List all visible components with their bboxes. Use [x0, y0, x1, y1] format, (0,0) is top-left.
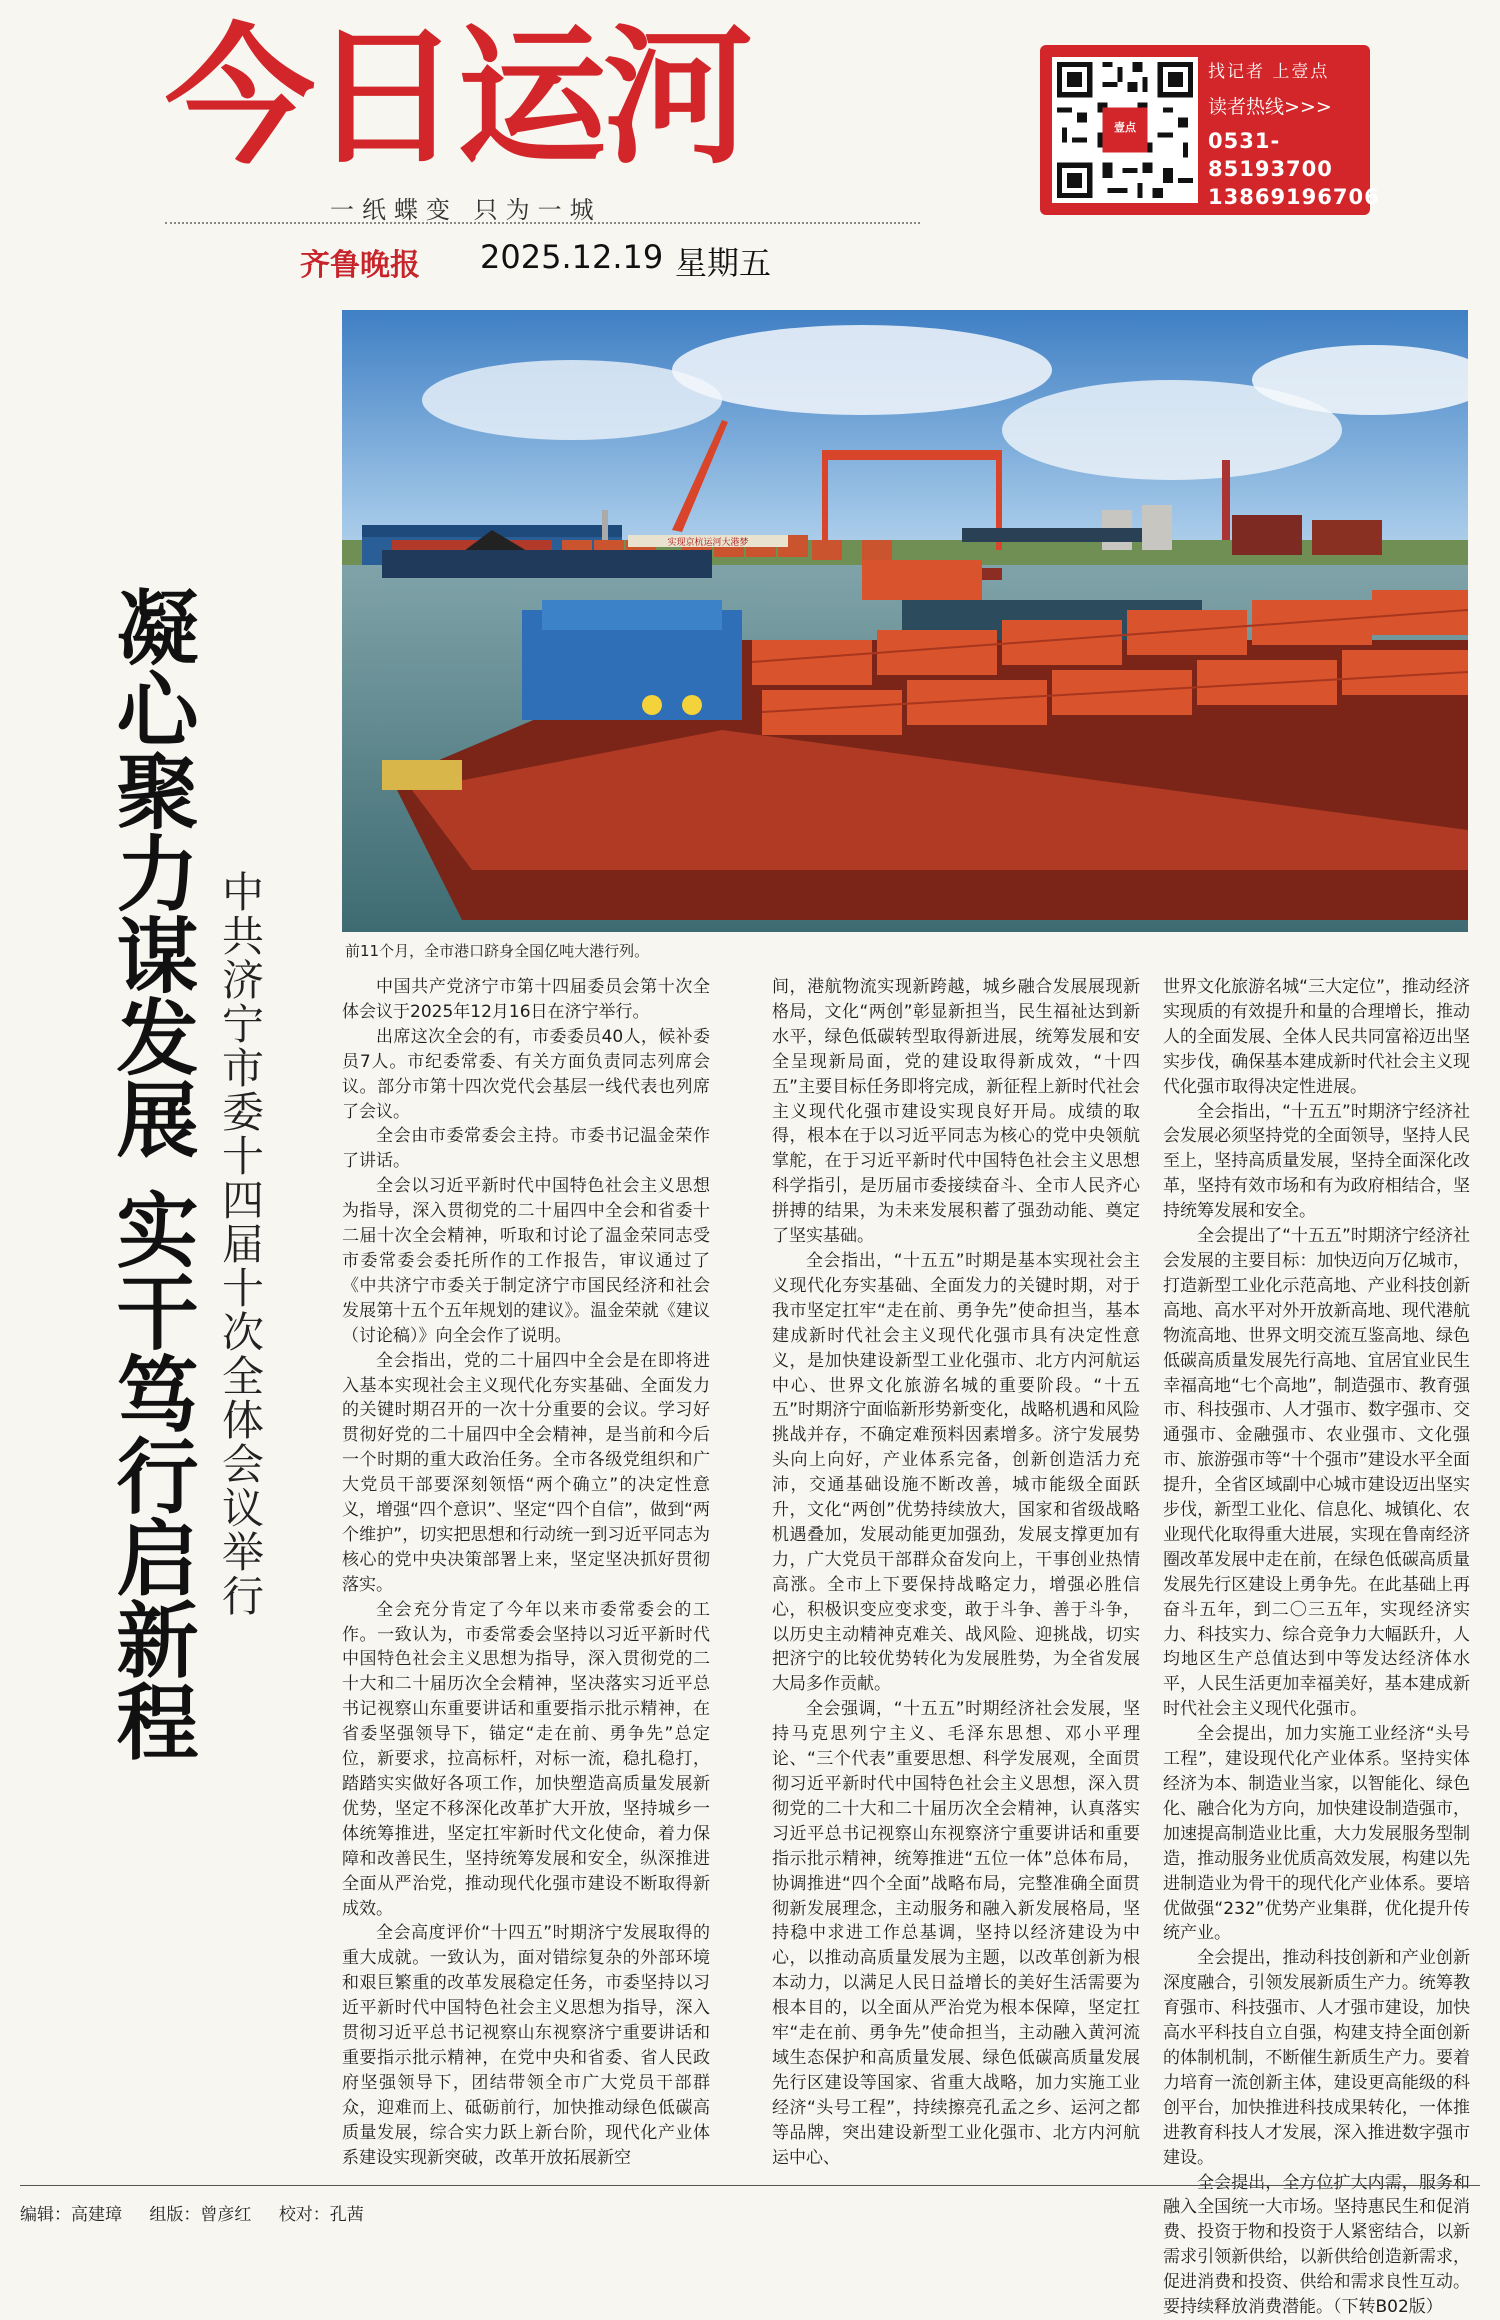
paragraph: 全会提出，加力实施工业经济“头号工程”，建设现代化产业体系。坚持实体经济为本、制造业当家，以智能化、绿色化、融合化为方向，加快建设制造强市，加速提高制造业比重，大力发展服务型制造，推动服务业优质高效发展，构建以先进制造业为骨干的现代化产业体系。要培优做强“232”优势产业集群，优化提升传统产业。	[1163, 1724, 1470, 1944]
credits-footer	[20, 2200, 386, 2225]
headline: 凝心聚力谋发展 实干笃行启新程	[103, 585, 199, 1762]
paragraph: 全会指出，“十五五”时期济宁经济社会发展必须坚持党的全面领导，坚持人民至上，坚持高质量发展，坚持全面深化改革，坚持有效市场和有为政府相结合，坚持统筹发展和安全。	[1163, 1101, 1470, 1222]
paragraph: 全会高度评价“十四五”时期济宁发展取得的重大成就。一致认为，面对错综复杂的外部环境和艰巨繁重的改革发展稳定任务，市委坚持以习近平新时代中国特色社会主义思想为指导，深入贯彻习近平总书记视察山东视察济宁重要讲话和重要指示批示精神，在党中央和省委、省人民政府坚强领导下，团结带领全市广大党员干部群众，迎难而上、砥砺前行，加快推动绿色低碳高质量发展，综合实力跃上新台阶，现代化产业体系建设实现新突破，改革开放拓展新空	[342, 1923, 710, 2168]
paragraph: 全会指出，党的二十届四中全会是在即将进入基本实现社会主义现代化夯实基础、全面发力的关键时期召开的一次十分重要的会议。学习好贯彻好党的二十届四中全会精神，是当前和今后一个时期的重大政治任务。全市各级党组织和广大党员干部要深刻领悟“两个确立”的决定性意义，增强“四个意识”、坚定“四个自信”，做到“两个维护”，切实把思想和行动统一到习近平同志为核心的党中央决策部署上来，坚定坚决抓好贯彻落实。	[342, 1350, 710, 1595]
paragraph: 全会充分肯定了今年以来市委常委会的工作。一致认为，市委常委会坚持以习近平新时代中国特色社会主义思想为指导，深入贯彻党的二十大和二十届历次全会精神，坚决落实习近平总书记视察山东重要讲话和重要指示批示精神，在省委坚强领导下，锚定“走在前、勇争先”总定位，新要求，拉高标杆，对标一流，稳扎稳打，踏踏实实做好各项工作，加快塑造高质量发展新优势，坚定不移深化改革扩大开放，坚持城乡一体统筹推进，坚定扛牢新时代文化使命，着力保障和改善民生，坚持统筹发展和安全，纵深推进全面从严治党，推动现代化强市建设不断取得新成效。	[342, 1599, 710, 1919]
qr-badge-label: 壹点	[1114, 121, 1136, 134]
weekday: 星期五	[675, 244, 772, 282]
slogan: 一纸蝶变 只为一城	[330, 196, 602, 224]
photo-caption: 前11个月，全市港口跻身全国亿吨大港行列。	[345, 942, 650, 960]
paper-brand-logo: 齐鲁晚报	[300, 248, 420, 283]
masthead-divider	[165, 222, 920, 224]
port-sign-text: 实现京杭运河大港梦	[667, 538, 749, 548]
paragraph: 全会强调，“十五五”时期经济社会发展，坚持马克思列宁主义、毛泽东思想、邓小平理论、“三个代表”重要思想、科学发展观，全面贯彻习近平新时代中国特色社会主义思想，深入贯彻党的二十大和二十届历次全会精神，认真落实习近平总书记视察山东视察济宁重要讲话和重要指示批示精神，统筹推进“五位一体”总体布局，协调推进“四个全面”战略布局，完整准确全面贯彻新发展理念，主动服务和融入新发展格局，坚持稳中求进工作总基调，坚持以经济建设为中心，以推动高质量发展为主题，以改革创新为根本动力，以满足人民日益增长的美好生活需要为根本目的，以全面从严治党为根本保障，坚定扛牢“走在前、勇争先”使命担当，主动融入黄河流域生态保护和高质量发展、绿色低碳高质量发展先行区建设等国家、省重大战略，加力实施工业经济“头号工程”，持续擦亮孔孟之乡、运河之都等品牌，突出建设新型工业化强市、北方内河航运中心、	[772, 1699, 1140, 2168]
proof-credit: 校对：孔茜	[278, 2205, 364, 2225]
paragraph: 出席这次全会的有，市委委员40人，候补委员7人。市纪委常委、有关方面负责同志列席会议。部分市第十四次党代会基层一线代表也列席了会议。	[342, 1026, 710, 1122]
article-column-2	[772, 975, 1140, 2171]
paragraph: 全会以习近平新时代中国特色社会主义思想为指导，深入贯彻党的二十届四中全会和省委十二届十次全会精神，听取和讨论了温金荣同志受市委常委会委托所作的工作报告，审议通过了《中共济宁市委关于制定济宁市国民经济和社会发展第十五个五年规划的建议》。温金荣就《建议（讨论稿）》向全会作了说明。	[342, 1176, 710, 1346]
layout-credit: 组版：曾彦红	[149, 2205, 252, 2225]
contact-text	[1208, 57, 1380, 211]
continued-link[interactable]: （下转B02版）	[1333, 2297, 1443, 2318]
contact-slogan: 找记者 上壹点	[1208, 62, 1330, 82]
paragraph: 全会提出了“十五五”时期济宁经济社会发展的主要目标：加快迈向万亿城市，打造新型工业化示范高地、产业科技创新高地、高水平对外开放新高地、现代港航物流高地、世界文明交流互鉴高地、绿色低碳高质量发展先行高地、宜居宜业民生幸福高地“七个高地”，制造强市、教育强市、科技强市、人才强市、数字强市、交通强市、金融强市、农业强市、文化强市、旅游强市等“十个强市”建设水平全面提升，全省区域副中心城市建设迈出坚实步伐，新型工业化、信息化、城镇化、农业现代化取得重大进展，实现在鲁南经济圈改革发展中走在前，在绿色低碳高质量发展先行区建设上勇争先。在此基础上再奋斗五年，到二〇三五年，实现经济实力、科技实力、综合竞争力大幅跃升，人均地区生产总值达到中等发达经济体水平，人民生活更加幸福美好，基本建成新时代社会主义现代化强市。	[1163, 1226, 1470, 1720]
editor-credit: 编辑：高建璋	[20, 2205, 122, 2225]
paragraph: 间，港航物流实现新跨越，城乡融合发展展现新格局，文化“两创”彰显新担当，民生福祉达到新水平，绿色低碳转型取得新进展，统筹发展和安全呈现新局面，党的建设取得新成效，“十四五”主要目标任务即将完成，新征程上新时代社会主义现代化强市建设实现良好开局。成绩的取得，根本在于以习近平同志为核心的党中央领航掌舵，在于习近平新时代中国特色社会主义思想科学指引，是历届市委接续奋斗、全市人民齐心拼搏的结果，为未来发展积蓄了强劲动能、奠定了坚实基础。	[772, 977, 1140, 1247]
article-column-1	[342, 975, 710, 2171]
paragraph-text: 全会提出，全方位扩大内需，服务和融入全国统一大市场。坚持惠民生和促消费、投资于物和投资于人紧密结合，以新需求引领新供给，以新供给创造新需求，促进消费和投资、供给和需求良性互动。要持续释放消费潜能。	[1163, 2172, 1470, 2318]
port-photo	[342, 310, 1468, 932]
article-column-3	[1163, 975, 1470, 2320]
paragraph: 全会提出，推动科技创新和产业创新深度融合，引领发展新质生产力。统筹教育强市、科技强市、人才强市建设，加快高水平科技自立自强，构建支持全面创新的体制机制，不断催生新质生产力。要着力培育一流创新主体，建设更高能级的科创平台，加快推进科技成果转化，一体推进教育科技人才发展，深入推进数字强市建设。	[1163, 1948, 1470, 2168]
qr-code-icon[interactable]	[1052, 57, 1198, 203]
paragraph: 世界文化旅游名城“三大定位”，推动经济实现质的有效提升和量的合理增长，推动人的全面发展、全体人民共同富裕迈出坚实步伐，确保基本建成新时代社会主义现代化强市取得决定性进展。	[1163, 977, 1470, 1097]
hotline-phone-2: 13869196706	[1208, 185, 1380, 209]
hotline-label: 读者热线>>>	[1208, 96, 1332, 118]
paragraph: 全会由市委常委会主持。市委书记温金荣作了讲话。	[342, 1126, 710, 1172]
subheadline: 中共济宁市委十四届十次全体会议举行	[216, 870, 265, 1618]
contact-box	[1040, 45, 1380, 215]
paragraph	[1163, 2171, 1470, 2320]
newspaper-title: 今日运河	[165, 11, 750, 185]
publication-date: 2025.12.19	[480, 238, 664, 276]
masthead	[0, 0, 1500, 300]
hotline-phone-1: 0531-85193700	[1208, 129, 1333, 181]
paragraph: 全会指出，“十五五”时期是基本实现社会主义现代化夯实基础、全面发力的关键时期，对于我市坚定扛牢“走在前、勇争先”使命担当，基本建成新时代社会主义现代化强市具有决定性意义，是加快建设新型工业化强市、北方内河航运中心、世界文化旅游名城的重要阶段。“十五五”时期济宁面临新形势新变化，战略机遇和风险挑战并存，不确定难预料因素增多。济宁发展势头向上向好，产业体系完备，创新创造活力充沛，交通基础设施不断改善，城市能级全面跃升，文化“两创”优势持续放大，国家和省级战略机遇叠加，发展动能更加强劲，发展支撑更加有力，广大党员干部群众奋发向上，干事创业热情高涨。全市上下要保持战略定力，增强必胜信心，积极识变应变求变，敢于斗争、善于斗争，以历史主动精神克难关、战风险、迎挑战，切实把济宁的比较优势转化为发展胜势，为全省发展大局多作贡献。	[772, 1250, 1140, 1695]
paragraph: 中国共产党济宁市第十四届委员会第十次全体会议于2025年12月16日在济宁举行。	[342, 977, 710, 1022]
footer-divider	[20, 2185, 1480, 2186]
